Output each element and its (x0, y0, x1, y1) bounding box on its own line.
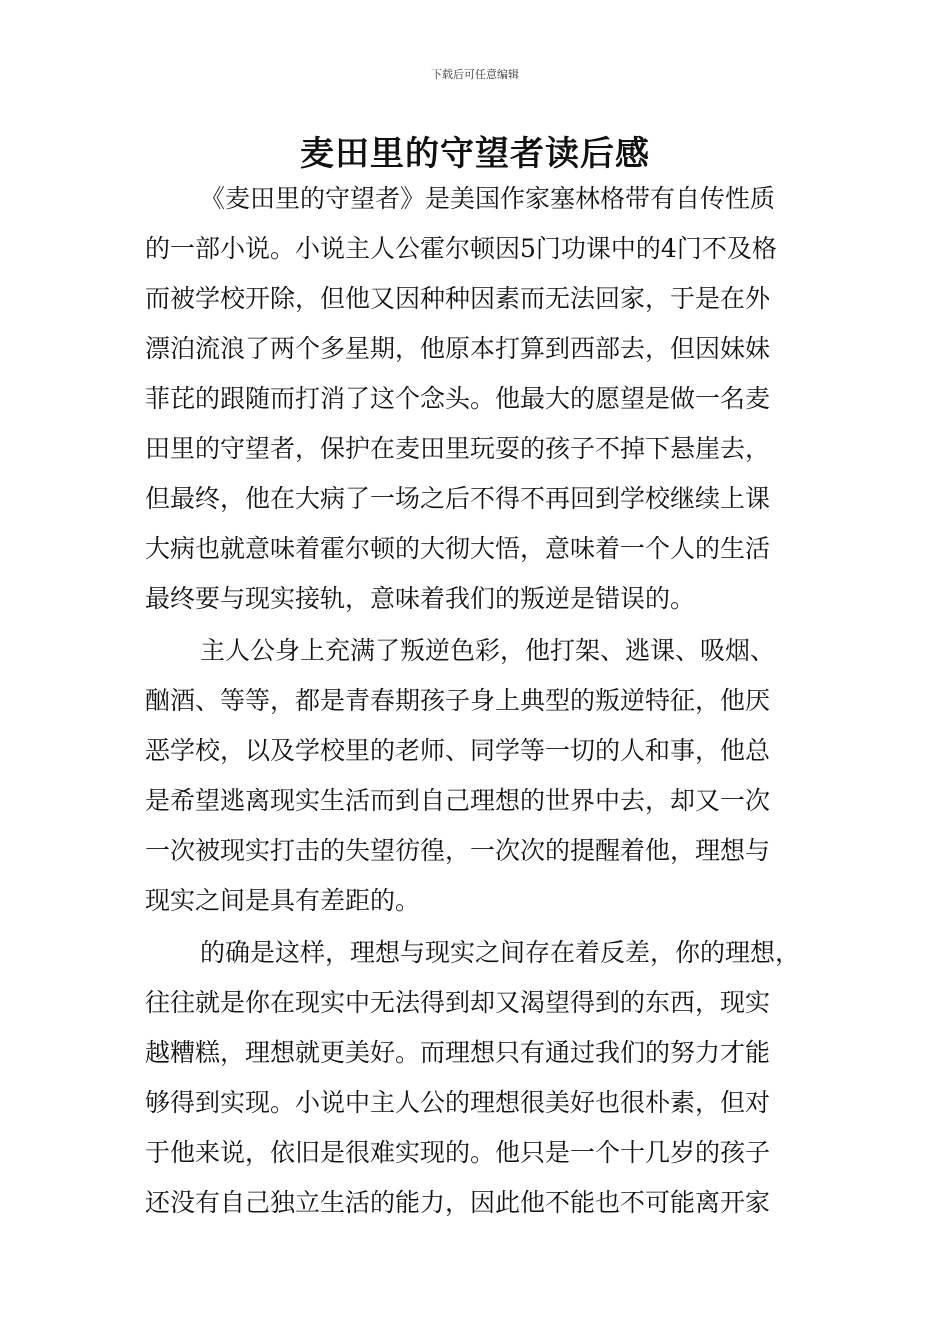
text-line: 现实之间是具有差距的。 (145, 886, 421, 915)
text-line: 主人公身上充满了叛逆色彩，他打架、逃课、吸烟、 (200, 636, 776, 665)
text-line: 但最终，他在大病了一场之后不得不再回到学校继续上课 (145, 484, 771, 513)
text-line: 的确是这样，理想与现实之间存在着反差，你的理想， (200, 938, 801, 967)
text-line: 一次被现实打击的失望彷徨，一次次的提醒着他，理想与 (145, 836, 771, 865)
text-line: 还没有自己独立生活的能力，因此他不能也不可能离开家 (145, 1188, 771, 1217)
document-body (145, 180, 815, 1234)
paragraph-2 (145, 632, 815, 932)
text-line: 菲芘的跟随而打消了这个念头。他最大的愿望是做一名麦 (145, 384, 771, 413)
text-line: 漂泊流浪了两个多星期，他原本打算到西部去，但因妹妹 (145, 334, 771, 363)
text-line: 是希望逃离现实生活而到自己理想的世界中去，却又一次 (145, 786, 771, 815)
text-line: 于他来说，依旧是很难实现的。他只是一个十几岁的孩子 (145, 1138, 771, 1167)
text-line: 恶学校，以及学校里的老师、同学等一切的人和事，他总 (145, 736, 771, 765)
text-line: 最终要与现实接轨，意味着我们的叛逆是错误的。 (145, 584, 696, 613)
text-line: 田里的守望者，保护在麦田里玩耍的孩子不掉下悬崖去， (145, 434, 771, 463)
document-title: 麦田里的守望者读后感 (300, 134, 650, 174)
text-line: 《麦田里的守望者》是美国作家塞林格带有自传性质 (200, 184, 776, 213)
text-line: 酗酒、等等，都是青春期孩子身上典型的叛逆特征，他厌 (145, 686, 771, 715)
text-line: 的一部小说。小说主人公霍尔顿因5门功课中的4门不及格 (145, 234, 777, 263)
text-line: 越糟糕，理想就更美好。而理想只有通过我们的努力才能 (145, 1038, 771, 1067)
text-line: 往往就是你在现实中无法得到却又渴望得到的东西，现实 (145, 988, 771, 1017)
text-line: 大病也就意味着霍尔顿的大彻大悟，意味着一个人的生活 (145, 534, 771, 563)
text-line: 够得到实现。小说中主人公的理想很美好也很朴素，但对 (145, 1088, 771, 1117)
text-line: 而被学校开除，但他又因种种因素而无法回家，于是在外 (145, 284, 771, 313)
header-note: 下载后可任意编辑 (431, 68, 519, 81)
paragraph-3 (145, 934, 815, 1234)
paragraph-1 (145, 180, 815, 630)
